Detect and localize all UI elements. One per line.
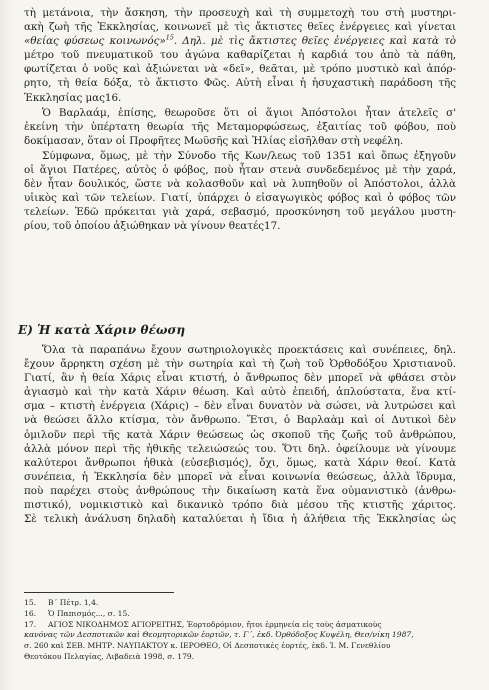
footnote-text: Ὁ Παπισμός..., σ. 15. [48, 608, 130, 618]
text-line: φωτίζεται ὁ νοῦς καὶ ἀξιώνεται νὰ «δεῖ», θεᾶται, μὲ τρόπο μυστικὸ καὶ ἀπόρ- [24, 63, 456, 76]
text-line: Γιατί, ἂν ἡ θεία Χάρις εἶναι κτιστή, ὁ ἄνθρωπος δὲν μπορεῖ νὰ φθάσει στὸν [24, 372, 456, 385]
footnote [24, 598, 464, 609]
text-line: δὲν ἦταν δουλικός, ὥστε νὰ κολασθοῦν καὶ νὰ λυπηθοῦν οἱ Ἀπόστολοι, ἀλλὰ [24, 178, 456, 191]
text-line: συνέπεια, ἡ Ἐκκλησία δὲν μπορεῖ νὰ εἶναι κοινωνία θεώσεως, ἀλλὰ ἵδρυμα, [24, 470, 456, 483]
text-line: σμα – κτιστὴ ἐνέργεια (Χάρις) – δὲν εἶναι δυνατὸν νὰ σώσει, νὰ λυτρώσει καὶ [24, 400, 456, 413]
text-line: Ὅλα τὰ παραπάνω ἔχουν σωτηριολογικὲς προεκτάσεις καὶ συνέπειες, δηλ. [42, 344, 456, 356]
footnote-continuation [24, 652, 464, 663]
text-line: τὴ μετάνοια, τὴν ἄσκηση, τὴν προσευχὴ καὶ τὴ συμμετοχὴ του στὴ μυστηρι- [24, 7, 456, 19]
paragraph-3 [24, 149, 456, 234]
footnote [24, 609, 464, 620]
text-line: πιστικό), νομικιστικὸ καὶ δικανικὸ τρόπο διὰ μέσου τῆς κτιστῆς χάριτος. [24, 499, 456, 512]
text-line: ρίου, τοῦ ὁποίου ἀξιώθηκαν νὰ γίνουν θεατές17. [24, 220, 281, 233]
footnote-text: σ. 260 καὶ ΣΕΒ. ΜΗΤΡ. ΝΑΥΠΑΚΤΟΥ κ. ΙΕΡΟΘΕΟ, Οἱ Δεσποτικὲς ἑορτές, ἐκδ. Ἱ. Μ. Γενεθλίου [24, 641, 391, 651]
text-line: νὰ θεώσει ἄλλο κτίσμα, τὸν ἄνθρωπο. Ἔτσι, ὁ Βαρλαὰμ καὶ οἱ Δυτικοὶ δὲν [24, 414, 456, 427]
footnote-text: ΑΓΙΟΣ ΝΙΚΟΔΗΜΟΣ ΑΓΙΟΡΕΙΤΗΣ, Ἑορτοδρόμιον, ἤτοι ἑρμηνεία εἰς τοὺς ἀσματικοὺς [48, 619, 382, 629]
footnote-separator [24, 592, 174, 593]
footnote-ref: 15 [165, 33, 174, 42]
section-heading: Ε) Ἡ κατὰ Χάριν θέωση [18, 323, 186, 337]
text-line: Σύμφωνα, ὅμως, μὲ τὴν Σύνοδο τῆς Κων/λεως τοῦ 1351 καὶ ὅπως ἐξηγοῦν [42, 150, 456, 162]
footnote-number: 15. [24, 598, 37, 607]
text-line: Σὲ τελικὴ ἀνάλυση δηλαδὴ καταλύεται ἡ ἴδια ἡ ἀλήθεια τῆς Ἐκκλησίας ὡς [24, 513, 456, 526]
paragraph-2 [24, 106, 456, 148]
footnote-number: 16. [24, 608, 37, 618]
text-line: ἔχουν ἄρρηκτη σχέση μὲ τὴν σωτηρία καὶ τὴ ζωὴ τοῦ Ὀρθοδόξου Χριστιανοῦ. [24, 358, 456, 371]
paragraph-1 [24, 6, 456, 105]
text-line: καλύτεροι ἄνθρωποι ἠθικὰ (εὐσεβισμός), ὄχι, ὅμως, κατὰ Χάριν θεοί. Κατὰ [24, 456, 456, 469]
footnotes [24, 598, 464, 663]
footnote-continuation [24, 641, 464, 652]
footnote-continuation [24, 630, 464, 641]
text-line: Ὁ Βαρλαάμ, ἐπίσης, θεωροῦσε ὅτι οἱ ἅγιοι Ἀπόστολοι ἦταν ἀτελεῖς σ' [42, 107, 456, 119]
text-line: ακὴ ζωὴ τῆς Ἐκκλησίας, κοινωνεῖ μὲ τὶς ἄκτιστες θεῖες ἐνέργειες καὶ γίνεται [24, 21, 456, 34]
text-line: ἀλλὰ μόνον περὶ τῆς ἠθικῆς τελειώσεώς του. Ὅτι δηλ. ὀφείλουμε νὰ γίνουμε [24, 442, 456, 455]
footnote-text: Β΄ Πέτρ. 1,4. [48, 598, 99, 607]
text-line: ἁγιασμὸ καὶ τὴν κατὰ Χάριν θέωση. Καὶ αὐτὸ ἐπειδή, ἁπλούστατα, ἕνα κτί- [24, 386, 456, 399]
text-line: ποὺ παρέχει στοὺς ἀνθρώπους τὴν δικαίωση κατὰ ἕνα οὐμανιστικὸ (ἀνθρω- [24, 484, 456, 497]
text-line: Ἐκκλησίας μας16. [24, 91, 122, 104]
text-line: ἐκείνη τὴν ὑπέρτατη θεωρία τῆς Μεταμορφώσεως, ἐξαιτίας τοῦ φόβου, ποὺ [24, 121, 456, 134]
text-line: δοκίμασαν, ὅταν οἱ Προφῆτες Μωϋσῆς καὶ Ἠλίας εἰσῆλθαν στὴ νεφέλη. [24, 135, 404, 148]
footnote-number: 17. [24, 619, 37, 629]
quote-italic: «θείας φύσεως κοινωνός»$^{15}$. Δηλ. μὲ τὶς ἄκτιστες θεῖες ἐνέργειες καὶ κατὰ τὸ [24, 33, 456, 48]
text-line: ρητο, τὴ θεία δόξα, τὸ ἄκτιστο Φῶς. Αὐτὴ εἶναι ἡ ἡσυχαστικὴ παράδοση τῆς [24, 77, 456, 90]
paragraph-4 [24, 343, 456, 526]
text-line [24, 34, 456, 48]
footnote-text: κανόνας τῶν Δεσποτικῶν καὶ Θεομητορικῶν ἑορτῶν, τ. Γ΄, ἐκδ. Ὀρθόδοξος Κυψέλη, Θεσ/νίκη 1987, [24, 630, 414, 640]
footnote-text: Θεοτόκου Πελαγίας, Λιβαδειὰ 1998, σ. 179. [24, 651, 195, 661]
text-line: υἱικὸς καὶ τῶν τελείων. Γιατί, ὑπάρχει ὁ εἰσαγωγικὸς φόβος καὶ ὁ φόβος τῶν [24, 192, 456, 205]
text-line: μέτρο τοῦ πνευματικοῦ του ἀγώνα καθαρίζεται ἡ καρδιά του ἀπὸ τὰ πάθη, [24, 49, 456, 62]
text-line: τελείων. Ἐδῶ πρόκειται γιὰ χαρά, σεβασμό, προσκύνηση τοῦ μεγάλου μυστη- [24, 206, 456, 219]
text-line: ὁμιλοῦν περὶ τῆς κατὰ Χάριν θεώσεως ὡς σκοποῦ τῆς ζωῆς τοῦ ἀνθρώπου, [24, 428, 456, 441]
text-line: οἱ ἅγιοι Πατέρες, αὐτὸς ὁ φόβος, ποὺ ἦταν στενὰ συνδεδεμένος μὲ τὴν χαρά, [24, 164, 456, 177]
footnote [24, 620, 464, 631]
